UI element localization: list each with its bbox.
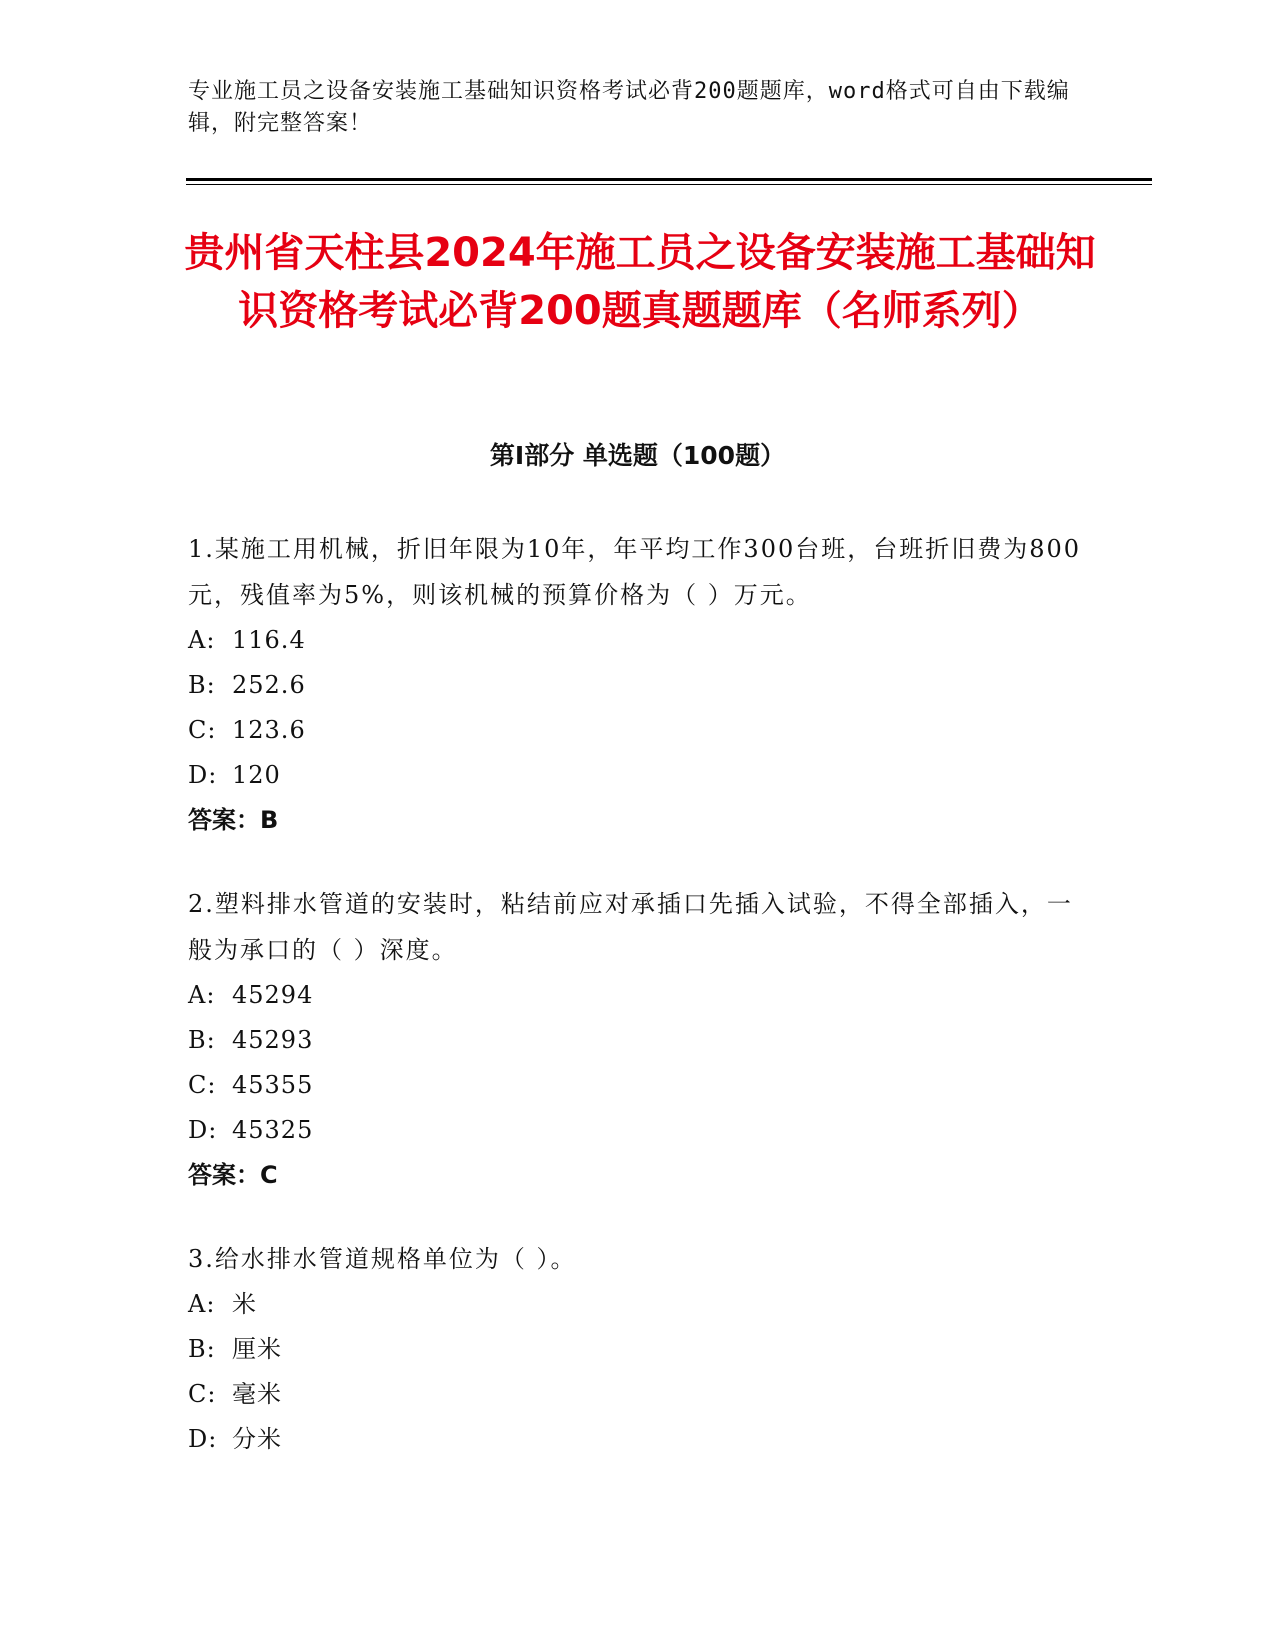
option-d: [188, 1417, 1088, 1462]
option-letter: D:: [188, 1116, 218, 1144]
option-text: 厘米: [232, 1335, 282, 1363]
answer-line: 答案：B: [188, 806, 279, 834]
option-letter: D:: [188, 761, 218, 789]
option-a: [188, 618, 1088, 663]
option-letter: B:: [188, 1026, 216, 1054]
option-letter: A:: [188, 626, 216, 654]
option-d: [188, 753, 1088, 798]
question-list: [188, 526, 1088, 1500]
option-text: 45355: [232, 1071, 314, 1099]
question-stem: 3.给水排水管道规格单位为（ ）。: [188, 1245, 577, 1273]
document-title: 贵州省天柱县2024年施工员之设备安装施工基础知识资格考试必背200题真题题库（名师系列）: [184, 230, 1096, 334]
option-letter: D:: [188, 1425, 218, 1453]
question-stem: 1.某施工用机械，折旧年限为10年，年平均工作300台班，台班折旧费为800元，残值率为5%，则该机械的预算价格为（ ）万元。: [188, 535, 1082, 609]
option-b: [188, 1018, 1088, 1063]
option-text: 120: [232, 761, 281, 789]
option-letter: B:: [188, 671, 216, 699]
option-letter: C:: [188, 1380, 217, 1408]
option-text: 45293: [232, 1026, 314, 1054]
option-c: [188, 708, 1088, 753]
header-divider-thin: [186, 184, 1152, 185]
option-letter: C:: [188, 1071, 217, 1099]
option-b: [188, 663, 1088, 708]
option-text: 分米: [232, 1425, 282, 1453]
option-letter: A:: [188, 1290, 216, 1318]
question-2: [188, 881, 1088, 1198]
section-heading: 第Ⅰ部分 单选题（100题）: [489, 441, 786, 470]
option-letter: B:: [188, 1335, 216, 1363]
option-text: 毫米: [232, 1380, 282, 1408]
option-text: 123.6: [232, 716, 306, 744]
option-b: [188, 1327, 1088, 1372]
option-text: 45325: [232, 1116, 314, 1144]
header-divider-thick: [186, 178, 1152, 181]
option-text: 116.4: [232, 626, 306, 654]
option-text: 252.6: [232, 671, 306, 699]
option-a: [188, 1282, 1088, 1327]
question-stem: 2.塑料排水管道的安装时，粘结前应对承插口先插入试验，不得全部插入，一般为承口的（ ）深度。: [188, 890, 1073, 964]
option-text: 45294: [232, 981, 314, 1009]
option-text: 米: [232, 1290, 257, 1318]
option-a: [188, 973, 1088, 1018]
answer-line: 答案：C: [188, 1161, 278, 1189]
option-letter: A:: [188, 981, 216, 1009]
header-note: 专业施工员之设备安装施工基础知识资格考试必背200题题库，word格式可自由下载编辑，附完整答案！: [188, 79, 1070, 136]
option-c: [188, 1372, 1088, 1417]
question-3: [188, 1236, 1088, 1462]
question-1: [188, 526, 1088, 843]
option-d: [188, 1108, 1088, 1153]
option-c: [188, 1063, 1088, 1108]
option-letter: C:: [188, 716, 217, 744]
